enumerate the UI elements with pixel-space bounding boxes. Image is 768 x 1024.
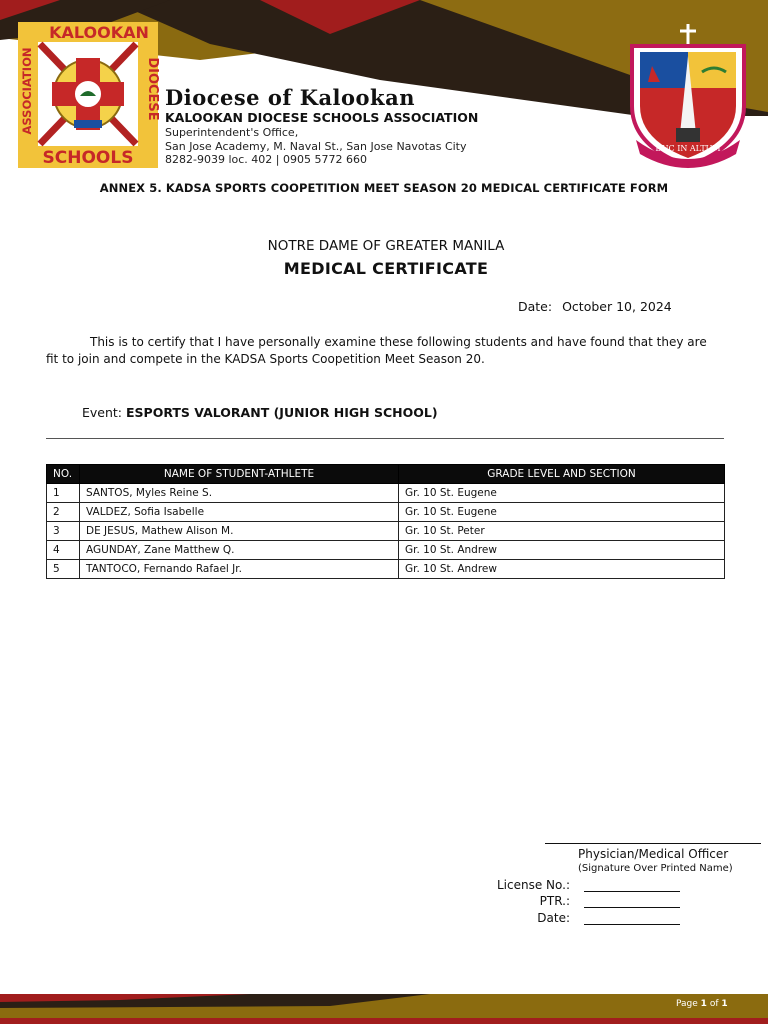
grade-section: Gr. 10 St. Andrew xyxy=(399,541,725,560)
table-row xyxy=(47,503,725,522)
diocese-title: Diocese of Kalookan xyxy=(165,85,415,110)
event-label: Event: xyxy=(82,405,123,420)
grade-section: Gr. 10 St. Peter xyxy=(399,522,725,541)
association-name: KALOOKAN DIOCESE SCHOOLS ASSOCIATION xyxy=(165,110,479,125)
row-number: 3 xyxy=(47,522,80,541)
date-label: Date: xyxy=(518,299,553,314)
address-line: Superintendent's Office, xyxy=(165,126,299,139)
school-name: NOTRE DAME OF GREATER MANILA xyxy=(267,238,505,254)
signature-line xyxy=(545,843,761,844)
logo-label-right: DIOCESE xyxy=(145,57,160,121)
row-number: 4 xyxy=(47,541,80,560)
date-line xyxy=(518,299,672,314)
letterhead xyxy=(165,86,478,167)
table-row xyxy=(47,560,725,579)
student-name: TANTOCO, Fernando Rafael Jr. xyxy=(80,560,399,579)
student-name: AGUNDAY, Zane Matthew Q. xyxy=(80,541,399,560)
footer-banner xyxy=(0,994,768,1024)
document-title: MEDICAL CERTIFICATE xyxy=(283,259,489,278)
divider xyxy=(46,438,724,439)
grade-section: Gr. 10 St. Eugene xyxy=(399,484,725,503)
address-line: San Jose Academy, M. Naval St., San Jose Navotas City xyxy=(165,139,467,153)
grade-section: Gr. 10 St. Eugene xyxy=(399,503,725,522)
table-header-row xyxy=(47,465,725,484)
logo-label-bottom: SCHOOLS xyxy=(42,148,134,168)
signatory-role: Physician/Medical Officer xyxy=(578,847,729,861)
athlete-table xyxy=(46,464,725,579)
sig-date-blank xyxy=(584,924,680,925)
student-name: SANTOS, Myles Reine S. xyxy=(80,484,399,503)
page-number: Page 1 of 1 xyxy=(676,999,728,1009)
column-header-no: NO. xyxy=(47,465,80,484)
student-name: DE JESUS, Mathew Alison M. xyxy=(80,522,399,541)
diocese-crest xyxy=(618,22,758,172)
row-number: 5 xyxy=(47,560,80,579)
date-value: October 10, 2024 xyxy=(562,299,672,314)
table-row xyxy=(47,522,725,541)
column-header-name: NAME OF STUDENT-ATHLETE xyxy=(80,465,399,484)
row-number: 1 xyxy=(47,484,80,503)
table-row xyxy=(47,484,725,503)
signature-note: (Signature Over Printed Name) xyxy=(578,863,733,874)
event-line xyxy=(82,405,438,420)
grade-section: Gr. 10 St. Andrew xyxy=(399,560,725,579)
ptr-label: PTR.: xyxy=(539,894,570,908)
event-value: ESPORTS VALORANT (JUNIOR HIGH SCHOOL) xyxy=(126,405,438,420)
table-row xyxy=(47,541,725,560)
address-line: 8282-9039 loc. 402 | 0905 5772 660 xyxy=(165,153,367,166)
logo-label-top: KALOOKAN xyxy=(49,23,149,42)
ptr-blank xyxy=(584,907,680,908)
column-header-grade: GRADE LEVEL AND SECTION xyxy=(399,465,725,484)
annex-title: ANNEX 5. KADSA SPORTS COOPETITION MEET SEASON 20 MEDICAL CERTIFICATE FORM xyxy=(99,181,669,195)
student-name: VALDEZ, Sofia Isabelle xyxy=(80,503,399,522)
crest-motto: DUC IN ALTUM xyxy=(655,144,721,153)
row-number: 2 xyxy=(47,503,80,522)
certification-text: This is to certify that I have personally examine these following students and have found that they are fit to join and compete in the KADSA Sports Coopetition Meet Season 20. xyxy=(46,335,707,366)
license-label: License No.: xyxy=(496,878,570,892)
kadsa-logo xyxy=(18,22,158,168)
sig-date-label: Date: xyxy=(537,911,570,925)
logo-label-left: ASSOCIATION xyxy=(20,47,34,135)
license-blank xyxy=(584,891,680,892)
